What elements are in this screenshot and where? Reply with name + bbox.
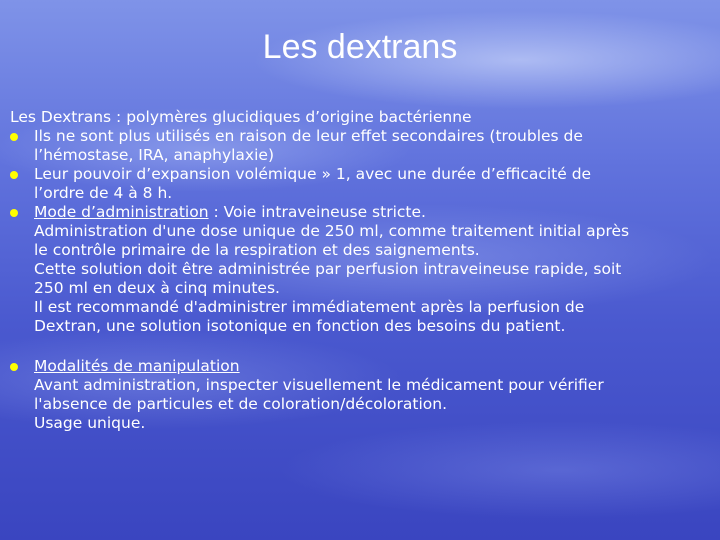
bullet-item-handling: [10, 357, 715, 433]
bullet-line: Avant administration, inspecter visuellement le médicament pour vérifier: [34, 376, 604, 394]
bullet-heading-line: [34, 203, 715, 222]
bullet-item-expansion: [10, 165, 715, 203]
bullet-line: Il est recommandé d'administrer immédiatement après la perfusion de: [34, 298, 585, 316]
bullet-heading: Modalités de manipulation: [34, 357, 240, 375]
bullet-line: l'absence de particules et de coloration/décoloration.: [34, 395, 447, 413]
bullet-dot-icon: [10, 209, 18, 217]
bullet-line: Dextran, une solution isotonique en fonction des besoins du patient.: [34, 317, 566, 335]
spacer: [10, 336, 715, 357]
bullet-line: Administration d'une dose unique de 250 ml, comme traitement initial après: [34, 222, 630, 240]
bullet-line: Ils ne sont plus utilisés en raison de leur effet secondaires (troubles de: [34, 127, 583, 145]
bullet-line: Usage unique.: [34, 414, 146, 432]
bullet-item-administration: [10, 203, 715, 336]
slide-body: [10, 108, 715, 433]
bullet-line: 250 ml en deux à cinq minutes.: [34, 279, 280, 297]
bullet-dot-icon: [10, 363, 18, 371]
bullet-line: Cette solution doit être administrée par perfusion intraveineuse rapide, soit: [34, 260, 622, 278]
bullet-list: [10, 127, 715, 433]
bullet-heading-rest: : Voie intraveineuse stricte.: [208, 203, 426, 221]
bullet-line: le contrôle primaire de la respiration et des saignements.: [34, 241, 480, 259]
slide-title: Les dextrans: [262, 28, 458, 66]
bullet-dot-icon: [10, 171, 18, 179]
bullet-line: l’hémostase, IRA, anaphylaxie): [34, 146, 274, 164]
bullet-dot-icon: [10, 133, 18, 141]
bullet-heading: Mode d’administration: [34, 203, 209, 221]
intro-text: Les Dextrans : polymères glucidiques d’origine bactérienne: [10, 108, 472, 126]
bullet-line: l’ordre de 4 à 8 h.: [34, 184, 173, 202]
bullet-item-side-effects: [10, 127, 715, 165]
bullet-line: Leur pouvoir d’expansion volémique » 1, avec une durée d’efficacité de: [34, 165, 592, 183]
